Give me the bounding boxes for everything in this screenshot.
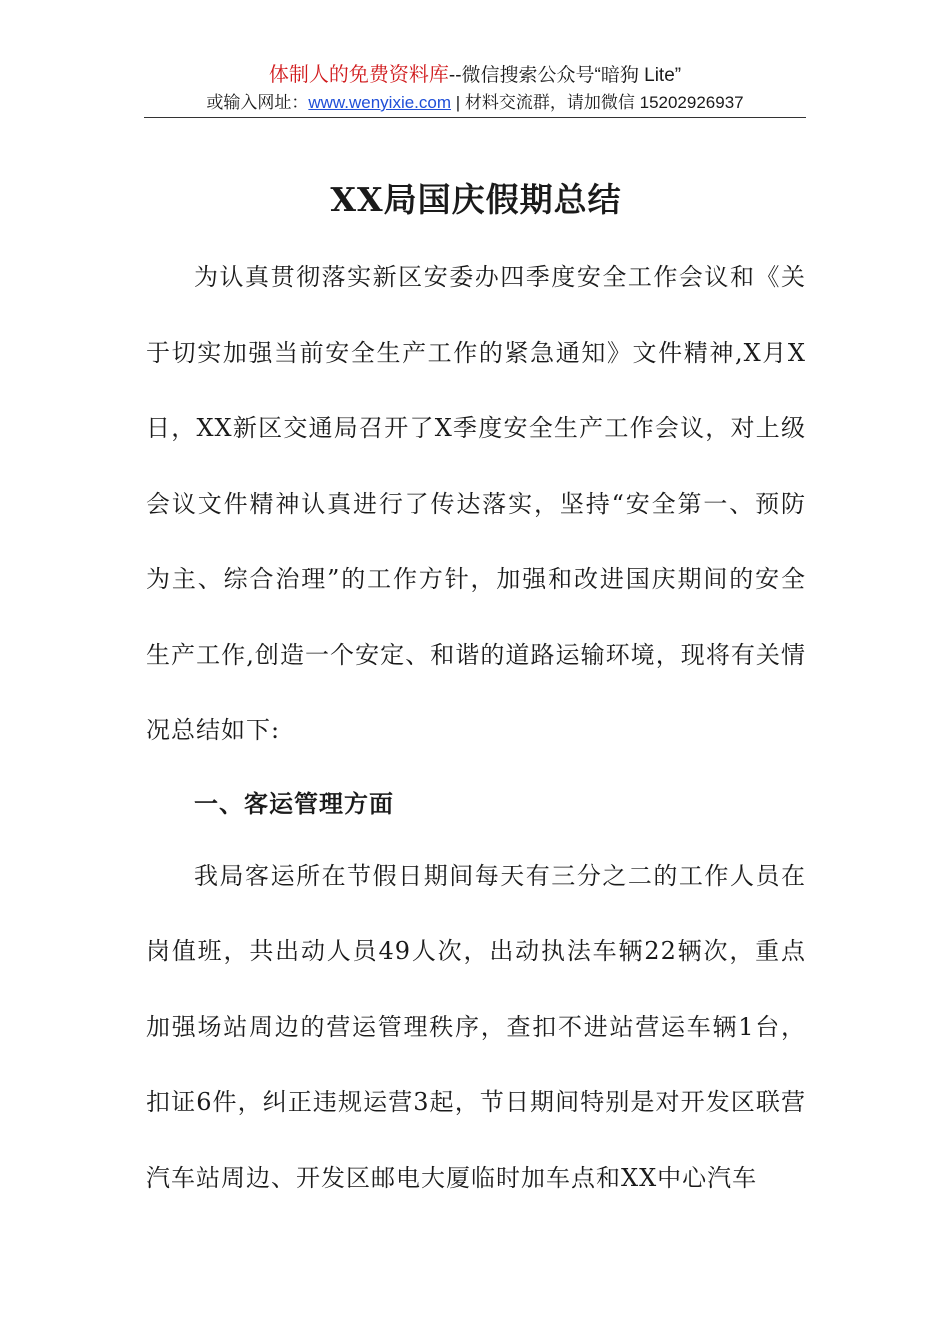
header-contact-line — [0, 91, 950, 115]
wechat-search-text: --微信搜索公众号“暗狗 Lite” — [448, 65, 682, 86]
intro-paragraph: 为认真贯彻落实新区安委办四季度安全工作会议和《关于切实加强当前安全生产工作的紧急通知》文件精神,X月X日，XX新区交通局召开了X季度安全生产工作会议，对上级会议文件精神认真进行了传达落实，坚持“安全第一、预防为主、综合治理”的工作方针，加强和改进国庆期间的安全生产工作,创造一个安定、和谐的道路运输环境，现将有关情况总结如下: — [146, 263, 806, 744]
page-header — [0, 62, 950, 115]
header-promo-line — [0, 62, 950, 89]
header-divider — [144, 117, 806, 118]
section-paragraph: 我局客运所在节假日期间每天有三分之二的工作人员在岗值班，共出动人员49人次，出动执法车辆22辆次，重点加强场站周边的营运管理秩序，查扣不进站营运车辆1台，扣证6件，纠正违规运营3起，节日期间特别是对开发区联营汽车站周边、开发区邮电大厦临时加车点和XX中心汽车 — [146, 861, 806, 1192]
document-body — [146, 170, 806, 1216]
document-title: XX局国庆假期总结 — [330, 180, 622, 219]
url-prefix: 或输入网址： — [206, 93, 309, 112]
separator: | — [451, 93, 465, 112]
section-heading: 一、客运管理方面 — [194, 789, 394, 818]
website-link[interactable]: www.wenyixie.com — [308, 93, 452, 112]
contact-text: 材料交流群，请加微信 15202926937 — [464, 93, 744, 112]
brand-text: 体制人的免费资料库 — [268, 64, 449, 86]
